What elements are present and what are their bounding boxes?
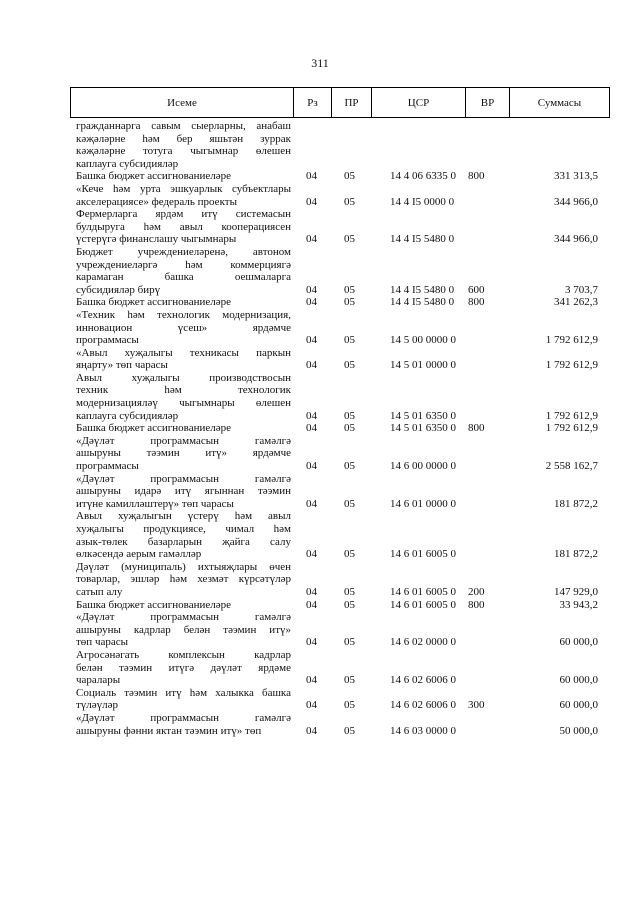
row-name-line: Башка бюджет ассигнованиеләре bbox=[76, 422, 231, 435]
row-name bbox=[76, 183, 291, 208]
row-pr: 05 bbox=[344, 585, 355, 598]
row-csr: 14 6 00 0000 0 bbox=[390, 460, 456, 473]
row-name bbox=[76, 611, 291, 649]
row-vr: 800 bbox=[468, 296, 485, 309]
row-vr: 300 bbox=[468, 699, 485, 712]
row-csr: 14 6 02 0000 0 bbox=[390, 636, 456, 649]
row-pr: 05 bbox=[344, 724, 355, 737]
row-name bbox=[76, 120, 291, 170]
row-name bbox=[76, 649, 291, 687]
row-name-line: каплауга субсидияләр bbox=[76, 157, 179, 170]
row-name-line: белән тәэмин итүгә дәүләт ярдәме bbox=[76, 661, 291, 674]
row-pr: 05 bbox=[344, 460, 355, 473]
row-name-line: каплауга субсидияләр bbox=[76, 409, 179, 422]
table-row bbox=[76, 170, 606, 183]
row-name bbox=[76, 510, 291, 560]
row-name-line: Башка бюджет ассигнованиеләре bbox=[76, 170, 231, 183]
row-pr: 05 bbox=[344, 334, 355, 347]
table-row bbox=[76, 473, 606, 511]
row-vr: 800 bbox=[468, 170, 485, 183]
row-vr: 800 bbox=[468, 598, 485, 611]
row-vr: 800 bbox=[468, 422, 485, 435]
row-sum: 1 792 612,9 bbox=[545, 409, 598, 422]
row-name-line: кәҗәләрне һәм бер яшьтән зуррак bbox=[76, 132, 291, 145]
row-name-line: ашыруны идарә итү ягыннан тәэмин bbox=[76, 485, 291, 498]
row-name bbox=[76, 208, 291, 246]
header-csr: ЦСР bbox=[372, 88, 466, 117]
row-rz: 04 bbox=[306, 674, 317, 687]
row-name-line: инновацион үсеш» ярдәмче bbox=[76, 321, 291, 334]
row-name-line: ашыруны фәнни яктан тәэмин итү» төп bbox=[76, 724, 262, 737]
table-row bbox=[76, 687, 606, 712]
row-name-line: Фермерларга ярдәм итү системасын bbox=[76, 208, 291, 221]
row-sum: 1 792 612,9 bbox=[545, 334, 598, 347]
row-rz: 04 bbox=[306, 283, 317, 296]
row-name bbox=[76, 473, 291, 511]
row-name-line: гражданнарга савым сыерларны, анабаш bbox=[76, 120, 291, 132]
row-name-line: «Дәүләт программасын гамәлгә bbox=[76, 711, 291, 724]
row-name-line: Башка бюджет ассигнованиеләре bbox=[76, 296, 231, 309]
table-row bbox=[76, 347, 606, 372]
row-name-line: өлкәсендә аерым гамәлләр bbox=[76, 548, 202, 561]
row-vr: 600 bbox=[468, 283, 485, 296]
row-name bbox=[76, 687, 291, 712]
row-csr: 14 4 06 6335 0 bbox=[390, 170, 456, 183]
table-header bbox=[70, 87, 610, 118]
row-csr: 14 4 I5 0000 0 bbox=[390, 195, 455, 208]
table-row bbox=[76, 649, 606, 687]
row-name-line: субсидияләр бирү bbox=[76, 283, 161, 296]
row-name-line: «Дәүләт программасын гамәлгә bbox=[76, 611, 291, 624]
row-name bbox=[76, 246, 291, 296]
row-name-line: сатып алу bbox=[76, 585, 123, 598]
row-rz: 04 bbox=[306, 334, 317, 347]
row-sum: 181 872,2 bbox=[554, 548, 598, 561]
row-name-line: карамаган башка оешмаларга bbox=[76, 271, 291, 284]
row-rz: 04 bbox=[306, 460, 317, 473]
row-name-line: «Авыл хуҗалыгы техникасы паркын bbox=[76, 346, 291, 359]
row-sum: 1 792 612,9 bbox=[545, 359, 598, 372]
table-row bbox=[76, 120, 606, 170]
row-name-line: итүне камилләштерү» төп чарасы bbox=[76, 497, 234, 510]
row-name-line: Башка бюджет ассигнованиеләре bbox=[76, 598, 231, 611]
row-name-line: «Дәүләт программасын гамәлгә bbox=[76, 472, 291, 485]
row-name-line: түләүләр bbox=[76, 699, 119, 712]
row-pr: 05 bbox=[344, 636, 355, 649]
row-sum: 60 000,0 bbox=[559, 699, 598, 712]
row-name-line: Авыл хуҗалыгын үстерү һәм авыл bbox=[76, 510, 291, 523]
row-csr: 14 6 01 6005 0 bbox=[390, 548, 456, 561]
row-rz: 04 bbox=[306, 497, 317, 510]
row-name bbox=[76, 347, 291, 372]
row-name bbox=[76, 712, 291, 737]
row-rz: 04 bbox=[306, 359, 317, 372]
table-row bbox=[76, 309, 606, 347]
row-csr: 14 5 01 6350 0 bbox=[390, 422, 456, 435]
row-rz: 04 bbox=[306, 296, 317, 309]
row-sum: 2 558 162,7 bbox=[545, 460, 598, 473]
row-sum: 181 872,2 bbox=[554, 497, 598, 510]
row-pr: 05 bbox=[344, 674, 355, 687]
row-pr: 05 bbox=[344, 422, 355, 435]
row-name bbox=[76, 296, 291, 309]
row-name bbox=[76, 170, 291, 183]
row-name-line: чаралары bbox=[76, 674, 121, 687]
row-name bbox=[76, 561, 291, 599]
row-rz: 04 bbox=[306, 170, 317, 183]
header-name: Исеме bbox=[71, 88, 294, 117]
row-sum: 344 966,0 bbox=[554, 233, 598, 246]
row-csr: 14 5 01 6350 0 bbox=[390, 409, 456, 422]
table-row bbox=[76, 561, 606, 599]
row-name-line: Дәүләт (муниципаль) ихтыяҗлары өчен bbox=[76, 560, 291, 573]
table-row bbox=[76, 510, 606, 560]
row-name-line: «Техник һәм технологик модернизация, bbox=[76, 308, 291, 321]
row-name bbox=[76, 435, 291, 473]
row-name-line: программасы bbox=[76, 334, 139, 347]
row-name-line: азык-төлек базарларын җайга салу bbox=[76, 535, 291, 548]
row-pr: 05 bbox=[344, 359, 355, 372]
row-rz: 04 bbox=[306, 585, 317, 598]
table-row bbox=[76, 712, 606, 737]
row-sum: 50 000,0 bbox=[559, 724, 598, 737]
row-pr: 05 bbox=[344, 497, 355, 510]
row-rz: 04 bbox=[306, 422, 317, 435]
row-csr: 14 5 00 0000 0 bbox=[390, 334, 456, 347]
row-csr: 14 4 I5 5480 0 bbox=[390, 296, 455, 309]
row-sum: 3 703,7 bbox=[565, 283, 598, 296]
row-name-line: модернизацияләү чыгымнары өлешен bbox=[76, 397, 291, 410]
row-sum: 60 000,0 bbox=[559, 636, 598, 649]
row-name-line: ашыруны тәэмин итү» ярдәмче bbox=[76, 447, 291, 460]
row-csr: 14 6 02 6006 0 bbox=[390, 674, 456, 687]
table-row bbox=[76, 599, 606, 612]
row-pr: 05 bbox=[344, 699, 355, 712]
row-rz: 04 bbox=[306, 699, 317, 712]
header-rz: Рз bbox=[294, 88, 332, 117]
row-name-line: «Кече һәм урта эшкуарлык субъектлары bbox=[76, 182, 291, 195]
row-rz: 04 bbox=[306, 409, 317, 422]
row-name-line: Социаль тәэмин итү һәм халыкка башка bbox=[76, 686, 291, 699]
row-csr: 14 4 I5 5480 0 bbox=[390, 233, 455, 246]
row-csr: 14 6 01 0000 0 bbox=[390, 497, 456, 510]
row-csr: 14 6 01 6005 0 bbox=[390, 598, 456, 611]
row-pr: 05 bbox=[344, 548, 355, 561]
row-rz: 04 bbox=[306, 548, 317, 561]
row-rz: 04 bbox=[306, 233, 317, 246]
row-sum: 341 262,3 bbox=[554, 296, 598, 309]
table-row bbox=[76, 372, 606, 422]
row-rz: 04 bbox=[306, 598, 317, 611]
row-vr: 200 bbox=[468, 585, 485, 598]
row-sum: 60 000,0 bbox=[559, 674, 598, 687]
row-name-line: учреждениеләргә һәм коммерциягә bbox=[76, 258, 291, 271]
row-rz: 04 bbox=[306, 724, 317, 737]
row-name bbox=[76, 599, 291, 612]
table-row bbox=[76, 611, 606, 649]
row-name bbox=[76, 422, 291, 435]
row-pr: 05 bbox=[344, 598, 355, 611]
row-name-line: төп чарасы bbox=[76, 636, 129, 649]
header-vr: ВР bbox=[466, 88, 510, 117]
row-name-line: үстерүгә финанслашу чыгымнары bbox=[76, 233, 237, 246]
table-body bbox=[76, 120, 606, 737]
row-pr: 05 bbox=[344, 195, 355, 208]
row-csr: 14 4 I5 5480 0 bbox=[390, 283, 455, 296]
row-name-line: Авыл хуҗалыгы производствосын bbox=[76, 371, 291, 384]
table-row bbox=[76, 296, 606, 309]
row-pr: 05 bbox=[344, 409, 355, 422]
row-sum: 1 792 612,9 bbox=[545, 422, 598, 435]
row-name-line: программасы bbox=[76, 460, 139, 473]
table-row bbox=[76, 208, 606, 246]
row-name-line: техник һәм технологик bbox=[76, 384, 291, 397]
row-name-line: Агросәнәгать комплексын кадрлар bbox=[76, 648, 291, 661]
row-csr: 14 6 02 6006 0 bbox=[390, 699, 456, 712]
row-name-line: «Дәүләт программасын гамәлгә bbox=[76, 434, 291, 447]
row-pr: 05 bbox=[344, 296, 355, 309]
row-pr: 05 bbox=[344, 283, 355, 296]
table-row bbox=[76, 183, 606, 208]
row-name-line: кәҗәләрне тотуга чыгымнар өлешен bbox=[76, 145, 291, 158]
table-row bbox=[76, 422, 606, 435]
table-row bbox=[76, 246, 606, 296]
row-pr: 05 bbox=[344, 233, 355, 246]
row-name-line: товарлар, эшләр һәм хезмәт күрсәтүләр bbox=[76, 573, 291, 586]
row-csr: 14 6 01 6005 0 bbox=[390, 585, 456, 598]
row-sum: 33 943,2 bbox=[559, 598, 598, 611]
row-name-line: булдыруга һәм авыл кооперациясен bbox=[76, 220, 291, 233]
row-csr: 14 6 03 0000 0 bbox=[390, 724, 456, 737]
row-csr: 14 5 01 0000 0 bbox=[390, 359, 456, 372]
row-rz: 04 bbox=[306, 195, 317, 208]
row-name bbox=[76, 372, 291, 422]
row-name-line: хуҗалыгы продукциясе, чимал һәм bbox=[76, 523, 291, 535]
row-name-line: яңарту» төп чарасы bbox=[76, 359, 168, 372]
row-rz: 04 bbox=[306, 636, 317, 649]
row-name-line: Бюджет учреждениеләренә, автоном bbox=[76, 245, 291, 258]
row-sum: 331 313,5 bbox=[554, 170, 598, 183]
row-name-line: ашыруны кадрлар белән тәэмин итү» bbox=[76, 623, 291, 636]
row-name bbox=[76, 309, 291, 347]
header-sum: Суммасы bbox=[537, 96, 582, 109]
row-name-line: акселерациясе» федераль проекты bbox=[76, 195, 237, 208]
header-pr: ПР bbox=[332, 88, 372, 117]
table-row bbox=[76, 435, 606, 473]
row-sum: 344 966,0 bbox=[554, 195, 598, 208]
row-sum: 147 929,0 bbox=[554, 585, 598, 598]
row-pr: 05 bbox=[344, 170, 355, 183]
page-number: 311 bbox=[311, 56, 329, 70]
